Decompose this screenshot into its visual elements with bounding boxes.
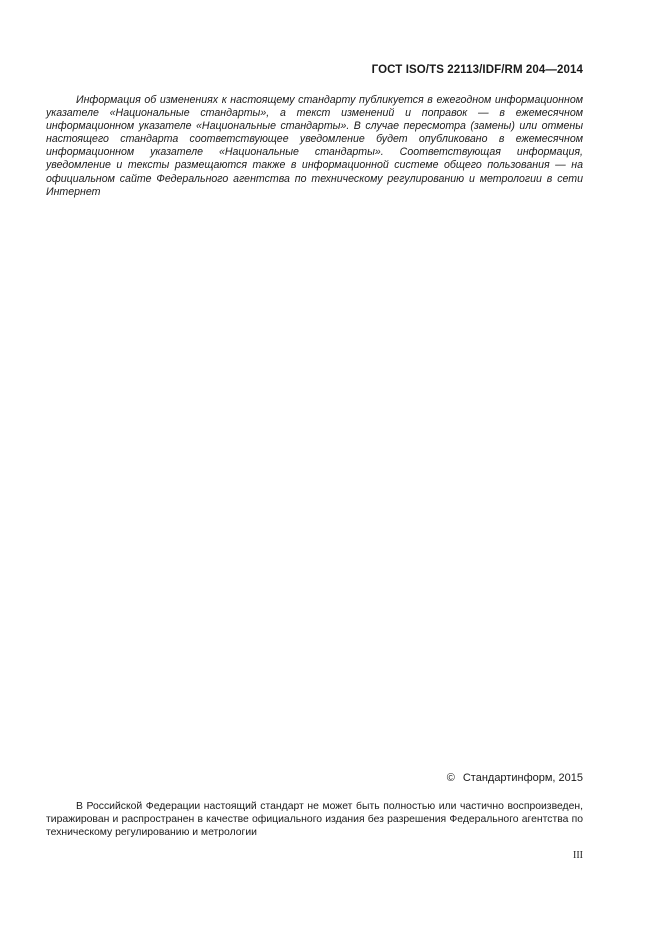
amendments-notice: Информация об изменениях к настоящему стандарту публикуется в ежегодном информационном указателе «Национальные стандарты», а текст изменений и поправок — в ежемесячном информационном указателе «Национальные стандарты». В случае пересмотра (замены) или отмены настоящего стандарта соответствующее уведомление будет опубликовано в ежемесячном информационном указателе «Национальные стандарты». Соответствующая информация, уведомление и тексты размещаются также в информационной системе общего пользования — на официальном сайте Федерального агентства по техническому регулированию и метрологии в сети Интернет xyxy=(46,94,583,198)
copyright-text: Стандартинформ, 2015 xyxy=(462,772,583,784)
copyright-symbol: © xyxy=(446,772,455,784)
page-number: III xyxy=(573,850,583,861)
standard-designation: ГОСТ ISO/TS 22113/IDF/RM 204—2014 xyxy=(371,64,583,76)
copyright-line xyxy=(447,772,583,784)
reproduction-notice: В Российской Федерации настоящий стандарт не может быть полностью или частично воспроизведен, тиражирован и распространен в качестве официального издания без разрешения Федерального агентства по техническому регулированию и метрологии xyxy=(46,801,583,839)
